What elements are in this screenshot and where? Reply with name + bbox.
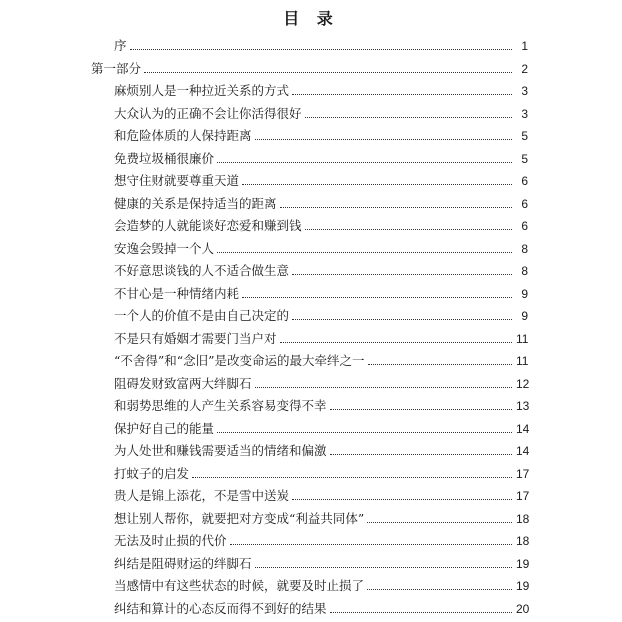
dot-leader bbox=[280, 342, 512, 343]
toc-entry-label: 和弱势思维的人产生关系容易变得不幸 bbox=[114, 398, 327, 413]
toc-entry-label: 保护好自己的能量 bbox=[114, 420, 215, 436]
toc-entry-page: 19 bbox=[516, 579, 530, 593]
toc-entry-label: 为人处世和赚钱需要适当的情绪和偏激 bbox=[114, 443, 327, 458]
toc-entry bbox=[114, 597, 528, 617]
toc-entry-label: 不好意思谈钱的人不适合做生意 bbox=[114, 263, 290, 278]
toc-entry bbox=[114, 574, 528, 594]
dot-leader bbox=[242, 184, 512, 185]
toc-entry-page: 17 bbox=[516, 489, 530, 503]
dot-leader bbox=[292, 499, 512, 500]
toc-entry bbox=[114, 34, 528, 54]
dot-leader bbox=[217, 432, 512, 433]
toc-entry-page: 5 bbox=[521, 151, 528, 166]
dot-leader bbox=[255, 387, 512, 388]
dot-leader bbox=[330, 612, 512, 613]
toc-entry-page: 11 bbox=[516, 331, 529, 346]
dot-leader bbox=[367, 522, 512, 523]
toc-entry bbox=[114, 169, 528, 189]
dot-leader bbox=[292, 94, 512, 95]
toc-entry bbox=[114, 304, 528, 324]
toc-entry bbox=[114, 214, 528, 234]
toc-entry-label: 会造梦的人就能谈好恋爱和赚到钱 bbox=[114, 218, 302, 233]
toc-entry-label: 当感情中有这些状态的时候，就要及时止损了 bbox=[114, 578, 365, 593]
dot-leader bbox=[367, 589, 512, 590]
toc-entry-page: 9 bbox=[521, 309, 528, 323]
toc-entry bbox=[114, 259, 528, 279]
toc-entry-page: 6 bbox=[521, 219, 528, 233]
toc-entry-label: 纠结和算计的心态反而得不到好的结果 bbox=[114, 600, 327, 616]
toc-entry bbox=[114, 327, 528, 347]
toc-entry bbox=[114, 237, 528, 257]
toc-entry-page: 3 bbox=[521, 84, 528, 98]
toc-entry-page: 18 bbox=[516, 511, 530, 526]
toc-entry bbox=[114, 552, 528, 572]
toc-entry bbox=[114, 349, 528, 369]
dot-leader bbox=[368, 364, 512, 365]
dot-leader bbox=[230, 544, 512, 545]
toc-entry-label: 打蚊子的启发 bbox=[114, 465, 190, 481]
toc-entry-label: 大众认为的正确不会让你活得很好 bbox=[114, 105, 302, 121]
toc-entry bbox=[114, 192, 528, 212]
toc-entry-label: 贵人是锦上添花，不是雪中送炭 bbox=[114, 488, 290, 503]
dot-leader bbox=[330, 409, 512, 410]
toc-entry-label: 序 bbox=[114, 38, 127, 53]
toc-entry-label: 安逸会毁掉一个人 bbox=[114, 240, 215, 256]
toc-entry bbox=[114, 507, 528, 527]
toc-entry bbox=[114, 394, 528, 414]
dot-leader bbox=[255, 567, 512, 568]
dot-leader bbox=[330, 454, 512, 455]
toc-entry-label: 第一部分 bbox=[91, 60, 142, 76]
dot-leader bbox=[130, 49, 512, 50]
toc-entry bbox=[114, 79, 528, 99]
toc-entry-label: 健康的关系是保持适当的距离 bbox=[114, 195, 277, 211]
toc-entry-page: 8 bbox=[521, 264, 528, 278]
toc-entry-page: 8 bbox=[521, 241, 528, 256]
toc-entry-page: 17 bbox=[516, 466, 530, 481]
toc-entry-label: 无法及时止损的代价 bbox=[114, 533, 227, 548]
toc-entry-page: 3 bbox=[521, 106, 528, 121]
toc-entry-page: 6 bbox=[521, 174, 528, 188]
toc-entry-page: 9 bbox=[521, 286, 528, 301]
toc-entry-page: 11 bbox=[516, 354, 529, 368]
toc-entry bbox=[114, 102, 528, 122]
dot-leader bbox=[192, 477, 512, 478]
dot-leader bbox=[292, 319, 512, 320]
toc-entry-page: 1 bbox=[521, 39, 528, 53]
toc-entry bbox=[114, 147, 528, 167]
toc-entry bbox=[114, 439, 528, 459]
toc-entry-label: 阻碍发财致富两大绊脚石 bbox=[114, 375, 252, 391]
toc-entry bbox=[91, 57, 528, 77]
dot-leader bbox=[217, 162, 512, 163]
toc-entry-label: 想让别人帮你，就要把对方变成“利益共同体” bbox=[114, 510, 365, 526]
toc-entry-label: 想守住财就要尊重天道 bbox=[114, 173, 240, 188]
dot-leader bbox=[280, 207, 512, 208]
toc-entry-label: 免费垃圾桶很廉价 bbox=[114, 150, 215, 166]
dot-leader bbox=[292, 274, 512, 275]
toc-entry-page: 19 bbox=[516, 556, 530, 571]
toc-entry-page: 5 bbox=[521, 129, 528, 143]
toc-entry-label: 麻烦别人是一种拉近关系的方式 bbox=[114, 83, 290, 98]
page-title: 目 录 bbox=[283, 9, 339, 28]
toc-entry-page: 18 bbox=[516, 534, 530, 548]
dot-leader bbox=[217, 252, 512, 253]
dot-leader bbox=[144, 72, 512, 73]
toc-entry-label: 不是只有婚姻才需要门当户对 bbox=[114, 330, 277, 346]
dot-leader bbox=[305, 117, 512, 118]
toc-entry-page: 14 bbox=[516, 421, 530, 436]
toc-entry-page: 20 bbox=[516, 601, 530, 616]
toc-entry bbox=[114, 484, 528, 504]
toc-entry-page: 13 bbox=[516, 399, 530, 413]
dot-leader bbox=[255, 139, 512, 140]
toc-entry-label: 纠结是阻碍财运的绊脚石 bbox=[114, 555, 252, 571]
toc-entry-label: 不甘心是一种情绪内耗 bbox=[114, 285, 240, 301]
toc-entry-page: 12 bbox=[516, 376, 530, 391]
toc-entry-label: 一个人的价值不是由自己决定的 bbox=[114, 308, 290, 323]
toc-entry bbox=[114, 462, 528, 482]
dot-leader bbox=[305, 229, 512, 230]
toc-entry bbox=[114, 417, 528, 437]
toc-entry-label: 和危险体质的人保持距离 bbox=[114, 128, 252, 143]
dot-leader bbox=[242, 297, 512, 298]
toc-entry bbox=[114, 124, 528, 144]
toc-entry bbox=[114, 529, 528, 549]
toc-entry-page: 2 bbox=[521, 61, 528, 76]
toc-entry-page: 6 bbox=[521, 196, 528, 211]
toc-entry bbox=[114, 282, 528, 302]
toc-entry-page: 14 bbox=[516, 444, 530, 458]
toc-entry bbox=[114, 372, 528, 392]
toc-entry-label: “不舍得”和“念旧”是改变命运的最大牵绊之一 bbox=[114, 353, 365, 368]
